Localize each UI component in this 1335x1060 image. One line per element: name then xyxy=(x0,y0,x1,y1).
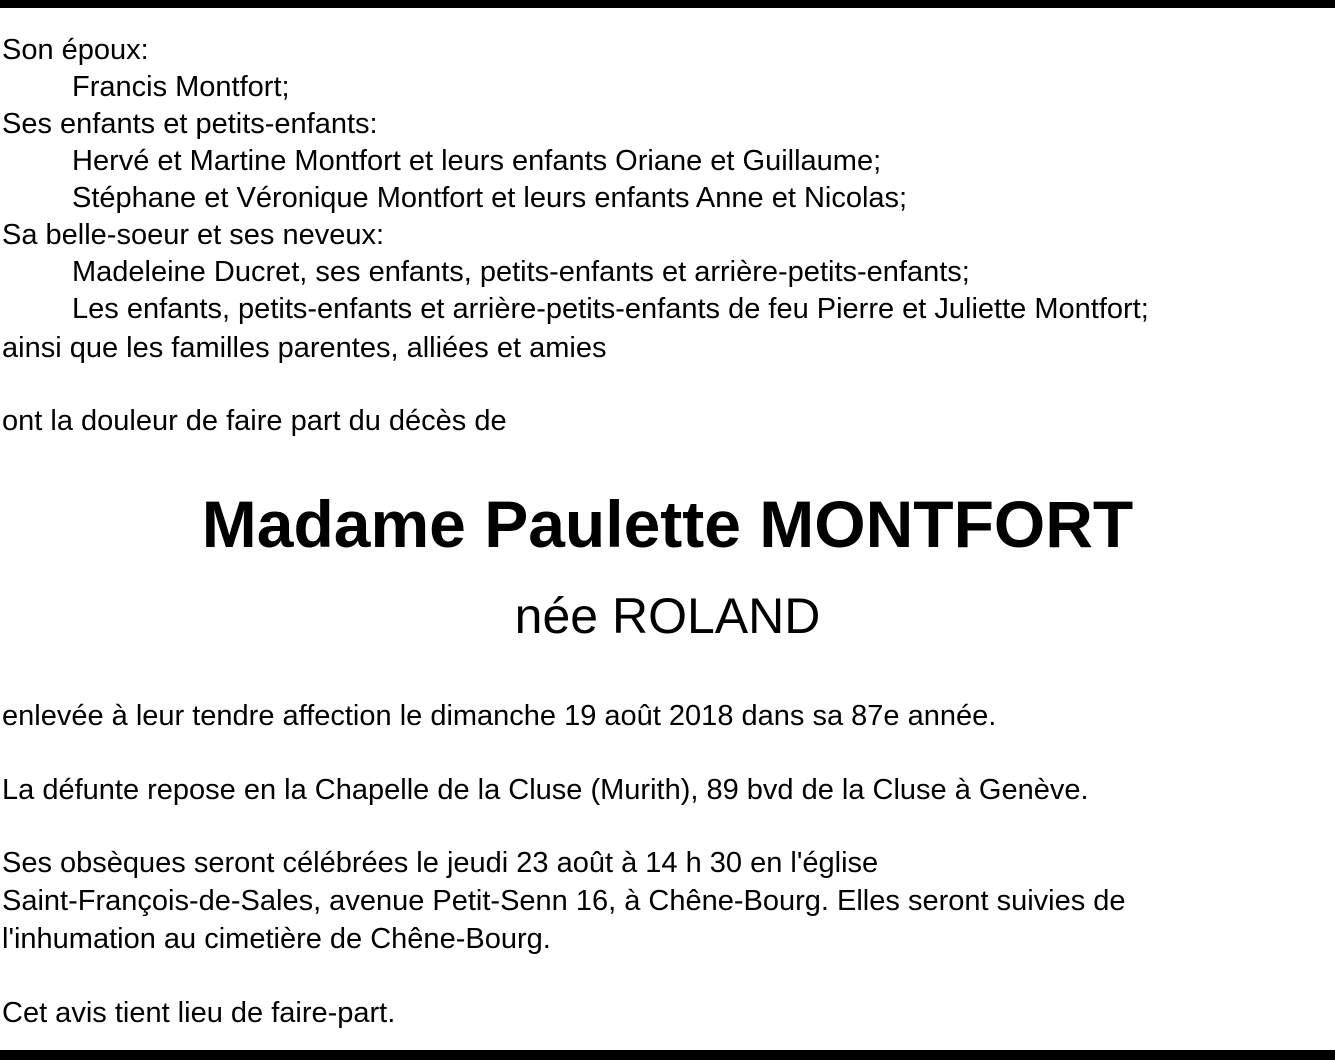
funeral-line: Saint-François-de-Sales, avenue Petit-Senn 16, à Chêne-Bourg. Elles seront suivies de xyxy=(2,885,1126,917)
funeral-line: Ses obsèques seront célébrées le jeudi 23 août à 14 h 30 en l'église xyxy=(2,847,879,879)
notice-text: Cet avis tient lieu de faire-part. xyxy=(2,997,396,1029)
inlaws-heading: Sa belle-soeur et ses neveux: xyxy=(2,219,385,251)
child-line: Hervé et Martine Montfort et leurs enfants Oriane et Guillaume; xyxy=(72,145,882,177)
spouse-heading: Son époux: xyxy=(2,34,149,66)
deceased-maiden-name: née ROLAND xyxy=(514,588,821,644)
other-relatives: ainsi que les familles parentes, alliées et amies xyxy=(2,332,607,364)
bottom-rule xyxy=(0,1050,1335,1060)
death-details: enlevée à leur tendre affection le dimanche 19 août 2018 dans sa 87e année. xyxy=(2,700,997,732)
repose-details: La défunte repose en la Chapelle de la Cluse (Murith), 89 bvd de la Cluse à Genève. xyxy=(2,774,1089,806)
announcement-text: ont la douleur de faire part du décès de xyxy=(2,405,507,437)
children-heading: Ses enfants et petits-enfants: xyxy=(2,108,378,140)
child-line: Stéphane et Véronique Montfort et leurs enfants Anne et Nicolas; xyxy=(72,182,908,214)
inlaw-line: Madeleine Ducret, ses enfants, petits-enfants et arrière-petits-enfants; xyxy=(72,256,970,288)
top-rule xyxy=(0,0,1335,8)
funeral-line: l'inhumation au cimetière de Chêne-Bourg. xyxy=(2,923,551,955)
inlaw-line: Les enfants, petits-enfants et arrière-petits-enfants de feu Pierre et Juliette Montfort; xyxy=(72,293,1149,325)
deceased-name: Madame Paulette MONTFORT xyxy=(201,487,1134,561)
spouse-name: Francis Montfort; xyxy=(72,71,290,103)
